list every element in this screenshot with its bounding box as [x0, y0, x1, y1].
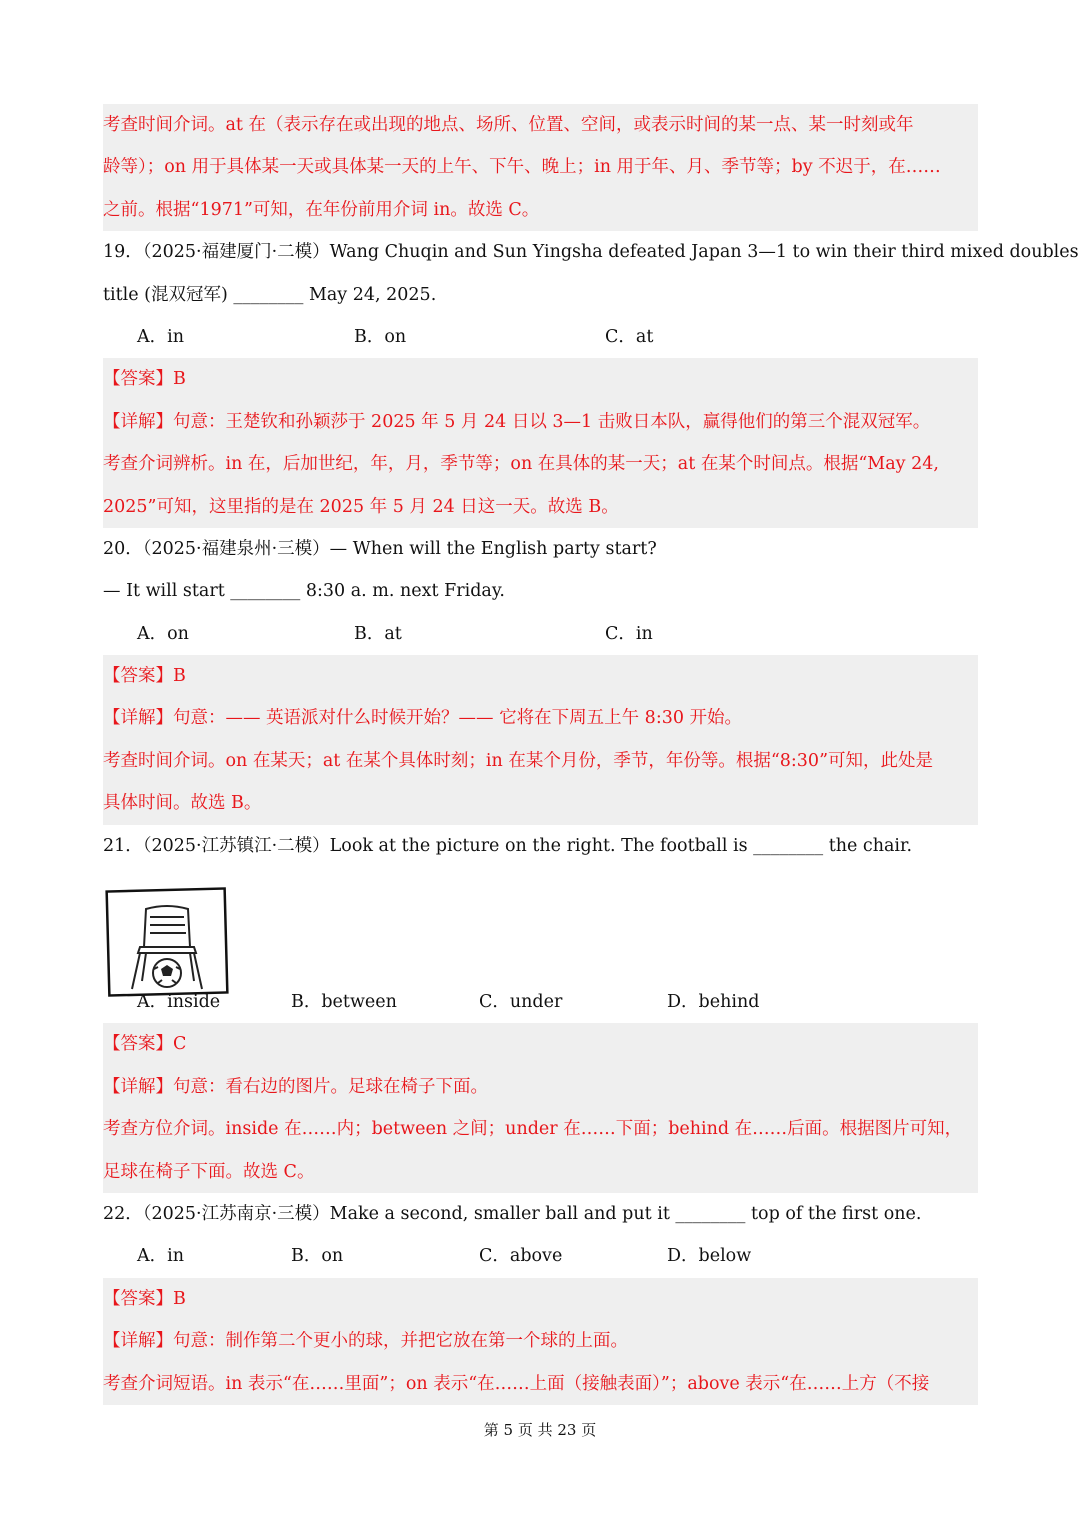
explanation-line: 考查方位介词。inside 在……内；between 之间；under 在……下面；behind 在……后面。根据图片可知， [103, 1119, 963, 1140]
question-stem: 21．（2025·江苏镇江·二模）Look at the picture on the right. The football is ________ the chair. [103, 835, 913, 856]
explanation-line: 考查介词短语。in 表示“在……里面”；on 表示“在……上面（接触表面）”；above 表示“在……上方（不接 [103, 1373, 930, 1394]
option-a: A．in [137, 326, 185, 347]
answer-line: 【答案】B [103, 666, 186, 687]
options-row [103, 316, 978, 358]
options-row [103, 981, 978, 1023]
page-footer: 第 5 页 共 23 页 [483, 1421, 597, 1439]
explanation-line: 考查时间介词。at 在（表示存在或出现的地点、场所、位置、空间，或表示时间的某一点、某一时刻或年 [103, 115, 914, 135]
option-c: C．in [605, 623, 653, 644]
answer-box [103, 655, 978, 825]
question-19 [103, 231, 1079, 528]
answer-box [103, 1278, 978, 1405]
answer-box [103, 1023, 978, 1193]
option-a: A．on [137, 623, 189, 644]
option-b: B．between [291, 992, 397, 1013]
option-c: C．under [479, 992, 563, 1013]
question-stem: 19．（2025·福建厦门·二模）Wang Chuqin and Sun Yingsha defeated Japan 3—1 to win their third mixed doubles [103, 242, 1079, 263]
options-row [103, 1235, 978, 1277]
option-b: B．at [354, 623, 402, 644]
question-22 [103, 1193, 978, 1405]
option-a: A．inside [137, 992, 221, 1013]
option-b: B．on [354, 326, 407, 347]
question-stem: 20．（2025·福建泉州·三模）— When will the English party start? [103, 538, 657, 559]
picture-row [103, 867, 978, 981]
explanation-line: 足球在椅子下面。故选 C。 [103, 1161, 315, 1182]
explanation-line: 龄等）；on 用于具体某一天或具体某一天的上午、下午、晚上；in 用于年、月、季节等；by 不迟于，在…… [103, 157, 941, 178]
explanation-line: 2025”可知，这里指的是在 2025 年 5 月 24 日这一天。故选 B。 [103, 496, 619, 517]
explanation-line: 【详解】句意：—— 英语派对什么时候开始？—— 它将在下周五上午 8:30 开始。 [103, 708, 743, 729]
question-stem: 22．（2025·江苏南京·三模）Make a second, smaller ball and put it ________ top of the first one. [103, 1203, 922, 1224]
answer-box [103, 358, 978, 528]
option-d: D．below [667, 1246, 752, 1267]
explanation-line: 具体时间。故选 B。 [103, 793, 262, 814]
chair-football-picture [106, 889, 228, 995]
option-c: C．at [605, 326, 654, 347]
answer-line: 【答案】B [103, 1288, 186, 1309]
option-c: C．above [479, 1246, 563, 1267]
question-20 [103, 528, 978, 825]
q18-explanation-box [103, 104, 978, 231]
answer-line: 【答案】B [103, 369, 186, 390]
option-b: B．on [291, 1246, 344, 1267]
question-stem: title (混双冠军) ________ May 24, 2025. [103, 284, 437, 305]
answer-line: 【答案】C [103, 1034, 187, 1055]
explanation-line: 考查介词辨析。in 在，后加世纪，年，月，季节等；on 在具体的某一天；at 在某个时间点。根据“May 24, [103, 454, 939, 475]
explanation-line: 考查时间介词。on 在某天；at 在某个具体时刻；in 在某个月份，季节，年份等。根据“8:30”可知，此处是 [103, 750, 934, 771]
question-21 [103, 825, 978, 1193]
page-content [103, 104, 1079, 1405]
explanation-line: 【详解】句意：制作第二个更小的球，并把它放在第一个球的上面。 [103, 1331, 628, 1352]
options-row [103, 613, 978, 655]
option-d: D．behind [667, 992, 760, 1013]
explanation-line: 【详解】句意：看右边的图片。足球在椅子下面。 [103, 1076, 488, 1097]
question-stem: — It will start ________ 8:30 a. m. next Friday. [103, 581, 505, 602]
explanation-line: 之前。根据“1971”可知，在年份前用介词 in。故选 C。 [103, 199, 540, 220]
option-a: A．in [137, 1246, 185, 1267]
explanation-line: 【详解】句意：王楚钦和孙颖莎于 2025 年 5 月 24 日以 3—1 击败日本队，赢得他们的第三个混双冠军。 [103, 411, 931, 432]
